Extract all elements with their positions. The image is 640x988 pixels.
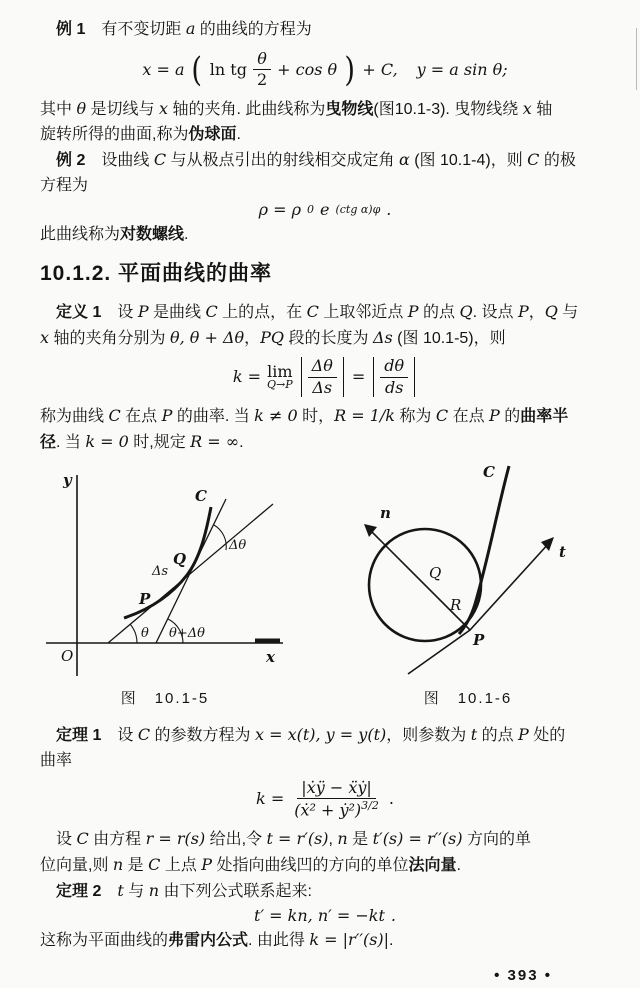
- angle-arc-theta: [130, 624, 137, 643]
- period: .: [388, 789, 394, 809]
- fraction-numerator: Δθ: [308, 357, 337, 377]
- text-segment: t = r′(s): [266, 829, 329, 849]
- text-segment: t: [117, 881, 124, 901]
- text-segment: C: [435, 405, 449, 425]
- text-segment: 时，: [297, 407, 335, 425]
- limit-subscript: Q→P: [267, 377, 293, 391]
- text-segment: ，: [244, 330, 261, 348]
- text-segment: e: [319, 199, 330, 219]
- text-segment: 是切线与: [86, 100, 159, 118]
- text-segment: 与: [557, 304, 579, 322]
- text-segment: k = |r′′(s)|: [309, 930, 390, 950]
- denominator-base: (ẋ² + ẏ²): [294, 800, 362, 820]
- text-segment: Q: [544, 302, 558, 322]
- text-segment: 时,规定: [128, 433, 191, 451]
- text-segment: 方向的单: [462, 831, 532, 849]
- text-segment: R = 1/k: [334, 405, 395, 425]
- label-Q: Q: [429, 563, 442, 582]
- text-segment: 其中: [40, 100, 77, 118]
- text-segment: 轴的夹角. 此曲线称为: [168, 100, 326, 118]
- fraction-denominator: ds: [384, 377, 404, 397]
- label-x: x: [266, 647, 275, 666]
- text-segment: θ: [76, 98, 87, 118]
- text-segment: 有不变切距: [85, 21, 186, 38]
- fraction-numerator: θ: [253, 50, 271, 70]
- text-segment: 的曲率. 当: [172, 407, 255, 425]
- text-segment: C: [148, 855, 161, 875]
- paragraph-tractrix-2: [40, 122, 610, 147]
- label-delta-s: Δs: [152, 563, 169, 579]
- text-segment: 设: [101, 726, 138, 744]
- text-segment: 段的长度为: [284, 330, 373, 348]
- text-segment: (图 10.1-4)，则: [409, 151, 528, 169]
- equals-sign: =: [351, 366, 366, 386]
- curve-C: [459, 466, 509, 634]
- text-segment: . 由此得: [248, 932, 310, 950]
- text-segment: x: [159, 98, 169, 118]
- paragraph-arc-eq-2: [40, 852, 610, 878]
- paragraph-example1: [40, 16, 610, 42]
- text-segment: 设: [101, 304, 138, 322]
- paragraph-theorem2: [40, 878, 610, 904]
- text-segment: 设: [56, 831, 77, 849]
- formula-frenet: [40, 907, 610, 925]
- page-number: • 393 •: [494, 967, 552, 985]
- paragraph-definition1-2: [40, 325, 610, 351]
- figure-caption-10-1-6: 图 10.1-6: [423, 689, 513, 707]
- fraction-numerator: |ẋÿ − ẍẏ|: [297, 779, 375, 799]
- text-segment: n: [148, 881, 160, 901]
- text-segment: 位向量,则: [40, 857, 113, 875]
- paragraph-theorem1-1: [40, 722, 610, 748]
- text-segment: .: [239, 433, 244, 451]
- text-segment: P: [201, 855, 213, 875]
- text-segment: 定理 1: [56, 726, 102, 744]
- angle-arc-delta-theta: [214, 525, 226, 550]
- text-segment: 的点: [418, 304, 460, 322]
- text-segment: ，: [528, 304, 545, 322]
- text-segment: . 设点: [472, 304, 518, 322]
- label-Q: Q: [173, 549, 187, 568]
- text-segment: 伪球面: [188, 125, 237, 143]
- label-P: P: [473, 630, 485, 649]
- formula-log-spiral: [40, 201, 610, 219]
- text-segment: 的极: [539, 151, 576, 169]
- text-segment: 在点: [120, 407, 162, 425]
- text-segment: 例 2: [56, 151, 86, 169]
- paragraph-log-spiral: [40, 222, 610, 247]
- text-segment: C: [137, 724, 151, 744]
- paragraph-curvature-2: [40, 429, 610, 455]
- text-segment: t: [470, 724, 478, 744]
- figure-block-10-1-6: [338, 463, 598, 708]
- text-segment: (图10.1-3). 曳物线绕: [373, 100, 523, 118]
- text-segment: 与从极点引出的射线相交成定角: [166, 151, 399, 169]
- text-segment: P: [137, 302, 149, 322]
- text-segment: k ≠ 0: [254, 405, 298, 425]
- text-segment: 曳物线: [325, 100, 374, 118]
- text-segment: .: [184, 226, 189, 244]
- open-paren: (: [191, 49, 203, 90]
- figure-10-1-5: [40, 463, 290, 685]
- scan-edge-artifact: [636, 28, 637, 90]
- text-segment: .: [386, 199, 392, 219]
- text-segment: ，则参数为: [386, 726, 471, 744]
- label-theta: θ: [141, 625, 149, 641]
- text-segment: Δs: [372, 328, 393, 348]
- text-segment: t′(s) = r′′(s): [372, 829, 463, 849]
- label-theta-plus: θ+Δθ: [169, 625, 205, 641]
- label-O: O: [61, 646, 74, 665]
- text-segment: 设曲线: [85, 151, 154, 169]
- text-segment: 定义 1: [56, 304, 102, 322]
- fraction-numerator: dθ: [380, 357, 408, 377]
- label-P: P: [139, 589, 151, 608]
- fraction: [290, 779, 383, 820]
- text-segment: 对数螺线: [120, 226, 185, 244]
- text-segment: 的点: [477, 726, 519, 744]
- text-segment: 与: [123, 883, 149, 901]
- text-segment: 轴: [531, 100, 553, 118]
- label-y: y: [63, 470, 72, 489]
- text-segment: α: [398, 149, 410, 169]
- formula-part: y = a sin θ;: [416, 59, 508, 79]
- text-segment: 在点: [448, 407, 490, 425]
- paragraph-curvature-1: [40, 403, 610, 429]
- text-segment: C: [76, 829, 89, 849]
- text-segment: n: [337, 829, 348, 849]
- text-segment: 给出,令: [205, 831, 267, 849]
- text-segment: .: [456, 857, 461, 875]
- text-segment: P: [161, 405, 173, 425]
- curve-C: [124, 507, 211, 618]
- text-segment: 旋转所得的曲面,称为: [40, 125, 189, 143]
- text-segment: 0: [306, 202, 314, 216]
- formula-curvature-limit: [40, 357, 610, 397]
- text-segment: 轴的夹角分别为: [49, 330, 170, 348]
- text-segment: x: [40, 328, 50, 348]
- text-segment: P: [489, 405, 500, 425]
- label-R: R: [450, 595, 462, 614]
- text-segment: Q: [459, 302, 473, 322]
- label-n: n: [380, 503, 391, 522]
- text-segment: 这称为平面曲线的: [40, 932, 169, 950]
- limit-text: lim: [267, 361, 293, 381]
- text-segment: 由方程: [88, 831, 146, 849]
- text-segment: 弗雷内公式: [168, 932, 249, 950]
- figures-row: [40, 463, 610, 708]
- fraction-denominator: 2: [256, 70, 268, 90]
- figure-caption-10-1-5: 图 10.1-5: [120, 689, 210, 707]
- text-segment: (ctg α)φ: [335, 202, 381, 216]
- text-segment: 的曲线的方程为: [195, 21, 312, 38]
- label-delta-theta: Δθ: [229, 537, 247, 553]
- text-segment: 是: [123, 857, 149, 875]
- text-segment: 上取邻近点: [318, 304, 408, 322]
- text-segment: x = x(t), y = y(t): [254, 724, 387, 744]
- text-segment: 此曲线称为: [40, 226, 121, 244]
- text-segment: C: [205, 302, 218, 322]
- text-segment: t′ = kn, n′ = −kt: [254, 906, 385, 926]
- formula-part: + cos θ: [277, 59, 338, 79]
- text-segment: 法向量: [408, 857, 457, 875]
- formula-tractrix: [40, 50, 610, 90]
- x-axis-thick-mark: [255, 638, 280, 643]
- fraction: [380, 357, 408, 397]
- text-segment: n: [112, 855, 124, 875]
- denominator-exponent: 3/2: [361, 799, 379, 813]
- text-segment: r = r(s): [145, 829, 206, 849]
- formula-part: + C,: [362, 59, 398, 79]
- text-segment: ρ = ρ: [258, 199, 301, 219]
- text-segment: 处的: [528, 726, 566, 744]
- text-segment: 是: [347, 831, 373, 849]
- text-segment: .: [236, 125, 241, 143]
- text-segment: 曲率半: [520, 407, 569, 425]
- text-segment: θ, θ + Δθ: [169, 328, 245, 348]
- formula-curvature-parametric: [40, 779, 610, 820]
- absolute-value: [301, 357, 344, 397]
- text-segment: 是曲线: [148, 304, 206, 322]
- text-segment: P: [407, 302, 419, 322]
- text-segment: (图 10.1-5)，则: [392, 330, 506, 348]
- fraction-denominator: Δs: [312, 377, 333, 397]
- text-segment: a: [185, 19, 196, 38]
- text-segment: .: [389, 932, 394, 950]
- limit-operator: [267, 363, 293, 392]
- text-segment: C: [108, 405, 121, 425]
- paragraph-tractrix-1: [40, 96, 610, 122]
- formula-part: x = a: [142, 59, 185, 79]
- fraction: [253, 50, 271, 90]
- formula-part: ln tg: [209, 59, 247, 79]
- paragraph-polar: [40, 173, 610, 198]
- fraction: [308, 357, 337, 397]
- text-segment: 由下列公式联系起来:: [159, 883, 312, 901]
- formula-part: k =: [256, 789, 285, 809]
- paragraph-example2: [40, 147, 610, 173]
- text-segment: . 当: [56, 433, 86, 451]
- paragraph-theorem1-2: [40, 748, 610, 773]
- text-segment: 称为曲线: [40, 407, 109, 425]
- figure-10-1-6: [338, 463, 598, 685]
- text-segment: 的参数方程为: [150, 726, 255, 744]
- text-segment: 曲率: [40, 751, 73, 769]
- normal-line: [368, 528, 470, 630]
- paragraph-frenet: [40, 927, 610, 953]
- text-segment: 定理 2: [56, 883, 102, 901]
- label-C: C: [195, 486, 207, 505]
- text-segment: [101, 883, 117, 900]
- figure-block-10-1-5: [40, 463, 290, 708]
- formula-part: k =: [232, 366, 262, 386]
- text-segment: k = 0: [85, 431, 129, 451]
- text-segment: ,: [328, 831, 338, 849]
- label-C: C: [483, 462, 495, 481]
- tangent-line: [408, 542, 550, 674]
- text-segment: PQ: [260, 328, 285, 348]
- text-segment: 的: [499, 407, 521, 425]
- text-segment: .: [390, 906, 396, 926]
- text-segment: C: [306, 302, 319, 322]
- text-segment: 上点: [160, 857, 202, 875]
- text-segment: 方程为: [40, 176, 89, 194]
- text-segment: P: [517, 302, 529, 322]
- text-segment: R = ∞: [190, 431, 240, 451]
- text-segment: x: [522, 98, 532, 118]
- text-segment: 径: [40, 433, 57, 451]
- text-segment: 处指向曲线凹的方向的单位: [212, 857, 409, 875]
- text-segment: 例 1: [56, 21, 86, 38]
- text-segment: P: [518, 724, 529, 744]
- paragraph-arc-eq-1: [40, 826, 610, 852]
- section-heading: 10.1.2. 平面曲线的曲率: [40, 262, 273, 286]
- fraction-denominator: [290, 799, 383, 820]
- paragraph-definition1-1: [40, 299, 610, 325]
- absolute-value: [373, 357, 415, 397]
- close-paren: ): [344, 49, 356, 90]
- text-segment: 称为: [394, 407, 436, 425]
- text-segment: 上的点，在: [217, 304, 307, 322]
- text-segment: C: [153, 149, 167, 169]
- label-t: t: [559, 542, 566, 561]
- text-segment: C: [527, 149, 540, 169]
